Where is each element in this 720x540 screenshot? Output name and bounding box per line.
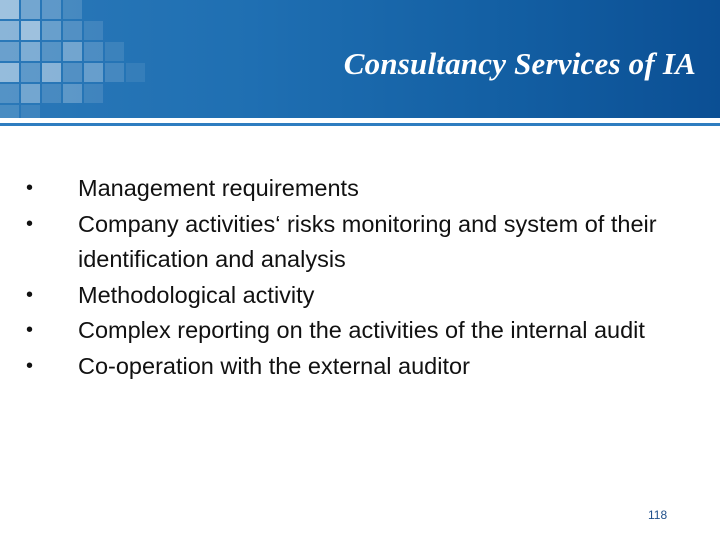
bullet-text: Co-operation with the external auditor	[78, 352, 470, 379]
header-tile	[126, 63, 145, 82]
header-tile	[84, 42, 103, 61]
bullet-list	[0, 171, 720, 384]
header-tile	[42, 84, 61, 103]
header-tile	[21, 105, 40, 118]
bullet-text: Methodological activity	[78, 281, 315, 308]
bullet-text: Management requirements	[78, 175, 359, 201]
header-tile	[21, 21, 40, 40]
header-tile	[42, 21, 61, 40]
bullet-dot-icon: •	[26, 177, 34, 199]
header-tile	[63, 42, 82, 61]
header-tile	[21, 42, 40, 61]
header-tile	[63, 0, 82, 19]
bullet-item	[0, 171, 720, 207]
bullet-dot-icon: •	[26, 354, 34, 377]
bullet-dot-icon: •	[26, 212, 34, 235]
bullet-dot-icon: •	[26, 283, 34, 306]
header-tile	[0, 63, 19, 82]
header-tile	[42, 42, 61, 61]
header-tile	[0, 84, 19, 103]
header-tile	[105, 42, 124, 61]
header-tile	[21, 63, 40, 82]
header-tile	[84, 63, 103, 82]
header-banner	[0, 0, 720, 118]
bullet-item	[0, 207, 720, 278]
slide-body	[0, 171, 720, 384]
header-tile	[105, 63, 124, 82]
slide-number: 118	[648, 508, 668, 522]
header-tile	[63, 63, 82, 82]
header-tile	[63, 84, 82, 103]
header-tile	[21, 84, 40, 103]
header-tile	[63, 21, 82, 40]
header-tile	[0, 21, 19, 40]
slide-title: Consultancy Services of IA	[343, 46, 696, 81]
header-tile	[84, 84, 103, 103]
bullet-dot-icon: •	[26, 319, 34, 341]
header-tile	[42, 0, 61, 19]
bullet-item	[0, 313, 720, 349]
bullet-text: Company activities‘ risks monitoring and system of their identification and analysis	[78, 210, 657, 272]
header-tile	[21, 0, 40, 19]
header-tile	[0, 105, 19, 118]
header-tile	[84, 21, 103, 40]
header-divider-blue	[0, 123, 720, 126]
header-tile	[42, 63, 61, 82]
header-tile	[0, 42, 19, 61]
bullet-item	[0, 278, 720, 314]
bullet-text: Complex reporting on the activities of the internal audit	[78, 317, 645, 343]
header-tile	[0, 0, 19, 19]
bullet-item	[0, 349, 720, 385]
